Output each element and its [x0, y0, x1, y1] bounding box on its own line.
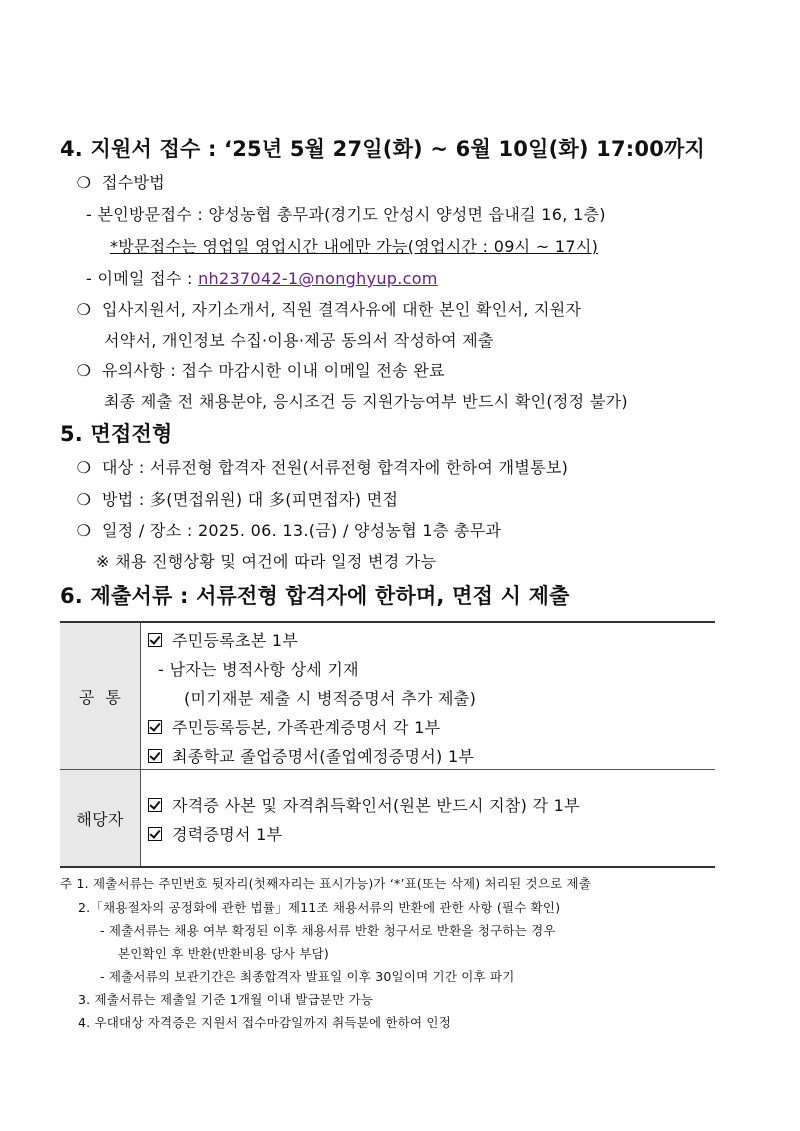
caution-item [76, 358, 445, 381]
note-2: 2.「채용절차의 공정화에 관한 법률」제11조 채용서류의 반환에 관한 사항 (필수 확인) [78, 900, 561, 915]
item-text: 주민등록등본, 가족관계증명서 각 1부 [172, 718, 441, 737]
note-1: 주 1. 제출서류는 주민번호 뒷자리(첫째자리는 표시가능)가 ‘*’표(또는 삭제) 처리된 것으로 제출 [60, 876, 592, 891]
section-6-heading: 6. 제출서류 : 서류전형 합격자에 한하며, 면접 시 제출 [60, 584, 570, 608]
item-text: 주민등록초본 1부 [172, 631, 299, 650]
checkbox-checked-icon [148, 827, 162, 841]
docs-item [76, 297, 581, 320]
email-link[interactable]: nh237042-1@nonghyup.com [198, 269, 438, 288]
target-text: 대상 : 서류전형 합격자 전원(서류전형 합격자에 한하여 개별통보) [102, 458, 569, 477]
circle-bullet-icon: ❍ [76, 361, 92, 380]
checkbox-checked-icon [148, 798, 162, 812]
interview-method-item [76, 487, 398, 510]
note-2-sub-a1: - 제출서류는 채용 여부 확정된 이후 채용서류 반환 청구서로 반환을 청구하는 경우 [100, 923, 556, 938]
docs-line-1: 입사지원서, 자기소개서, 직원 결격사유에 대한 본인 확인서, 지원자 [102, 300, 582, 319]
checkbox-checked-icon [148, 633, 162, 647]
circle-bullet-icon: ❍ [76, 458, 92, 477]
list-item-sub: (미기재분 제출 시 병적증명서 추가 제출) [184, 689, 477, 708]
circle-bullet-icon: ❍ [76, 173, 92, 192]
note-2-sub-a2: 본인확인 후 반환(반환비용 당사 부담) [118, 946, 329, 961]
visit-line: - 본인방문접수 : 양성농협 총무과(경기도 안성시 양성면 읍내길 16, 1층) [86, 205, 606, 224]
checkbox-checked-icon [148, 749, 162, 763]
email-line [86, 266, 438, 289]
circle-bullet-icon: ❍ [76, 490, 92, 509]
list-item [148, 822, 282, 845]
email-label: - 이메일 접수 : [86, 269, 199, 288]
section-4-heading: 4. 지원서 접수 : ‘25년 5월 27일(화) ~ 6월 10일(화) 17:00까지 [60, 137, 706, 161]
visit-note: *방문접수는 영업일 영업시간 내에만 가능(영업시간 : 09시 ~ 17시) [110, 237, 599, 256]
table-row-common [60, 623, 715, 770]
table-row-applicable [60, 770, 715, 866]
list-item [148, 793, 580, 816]
note-4: 4. 우대대상 자격증은 지원서 접수마감일까지 취득분에 한하여 인정 [78, 1015, 451, 1030]
schedule-note: ※ 채용 진행상황 및 여건에 따라 일정 변경 가능 [96, 552, 437, 571]
item-text: 자격증 사본 및 자격취득확인서(원본 반드시 지참) 각 1부 [172, 796, 580, 815]
schedule-item [76, 518, 501, 541]
interview-method-text: 방법 : 多(면접위원) 대 多(피면접자) 면접 [102, 490, 399, 509]
caution-line-2: 최종 제출 전 채용분야, 응시조건 등 지원가능여부 반드시 확인(정정 불가) [104, 392, 628, 411]
caution-line-1: 유의사항 : 접수 마감시한 이내 이메일 전송 완료 [102, 361, 445, 380]
list-item [148, 744, 474, 767]
target-item [76, 455, 568, 478]
row-header-common: 공 통 [60, 623, 141, 769]
note-3: 3. 제출서류는 제출일 기준 1개월 이내 발급분만 가능 [78, 992, 374, 1007]
list-item [148, 715, 440, 738]
row-header-applicable: 해당자 [60, 770, 141, 866]
method-item [76, 170, 165, 193]
circle-bullet-icon: ❍ [76, 521, 92, 540]
method-label: 접수방법 [102, 173, 166, 192]
list-item [148, 628, 298, 651]
item-text: 최종학교 졸업증명서(졸업예정증명서) 1부 [172, 747, 475, 766]
list-item-sub: - 남자는 병적사항 상세 기재 [158, 660, 359, 679]
section-5-heading: 5. 면접전형 [60, 422, 173, 446]
documents-table [60, 621, 715, 868]
docs-line-2: 서약서, 개인정보 수집·이용·제공 동의서 작성하여 제출 [104, 331, 494, 350]
checkbox-checked-icon [148, 720, 162, 734]
circle-bullet-icon: ❍ [76, 300, 92, 319]
note-2-sub-b: - 제출서류의 보관기간은 최종합격자 발표일 이후 30일이며 기간 이후 파기 [100, 969, 515, 984]
schedule-text: 일정 / 장소 : 2025. 06. 13.(금) / 양성농협 1층 총무과 [102, 521, 502, 540]
item-text: 경력증명서 1부 [172, 825, 283, 844]
